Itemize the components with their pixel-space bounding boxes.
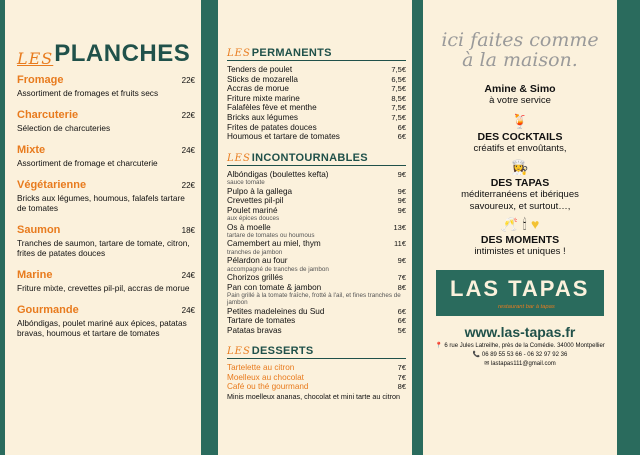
item-name: Chorizos grillés [227, 272, 283, 282]
planche-price: 22€ [181, 181, 195, 190]
planche-name: Gourmande [17, 304, 79, 316]
item-price: 7€ [397, 372, 406, 382]
menu-row [227, 75, 406, 85]
menu-row [227, 273, 406, 283]
planche-item [17, 179, 195, 213]
permanents-list [227, 65, 406, 142]
menu-row [227, 113, 406, 123]
logo: LAS TAPAS restaurant bar à tapas [436, 270, 604, 316]
planches-list [17, 74, 195, 338]
item-price: 7,5€ [391, 65, 406, 74]
desserts-list [227, 363, 406, 401]
planche-desc: Sélection de charcuteries [17, 123, 111, 133]
item-name: Moelleux au chocolat [227, 372, 304, 382]
item-price: 9€ [397, 196, 406, 206]
desserts-title: LES DESSERTS [227, 345, 406, 359]
panel-planches [5, 0, 201, 455]
item-price: 11€ [394, 239, 406, 249]
cocktail-icon: 🍹 [511, 113, 529, 129]
item-name: Frites de patates douces [227, 122, 317, 132]
item-name: Pulpo à la gallega [227, 186, 293, 196]
cocktails-desc: créatifs et envoûtants, [473, 143, 567, 154]
item-name: Bricks aux légumes [227, 112, 298, 122]
slogan: ici faites comme à la maison. [441, 29, 599, 71]
planche-desc: Albóndigas, poulet mariné aux épices, patatas bravas, houmous et tartare de tomates [17, 318, 187, 338]
planches-title [17, 36, 195, 68]
service-text: à votre service [489, 95, 551, 106]
item-price: 6€ [397, 316, 406, 326]
item-price: 8,5€ [391, 93, 406, 103]
heart-icon: ♥ [531, 216, 540, 232]
item-subtext: sauce tomate [227, 179, 265, 187]
tapas-heading: DES TAPAS [490, 177, 550, 189]
item-price: 8€ [397, 282, 406, 292]
planche-price: 18€ [181, 226, 195, 235]
item-price: 7,5€ [391, 112, 406, 122]
item-price: 13€ [393, 222, 406, 232]
item-subtext: Pain grillé à la tomate fraîche, frotté à l'ail, et fines tranches de jambon [227, 292, 401, 307]
phone-icon: 📞 [472, 352, 481, 358]
menu-row [227, 103, 406, 113]
item-name: Os à moelle [227, 222, 271, 232]
permanents-title: LES PERMANENTS [227, 47, 406, 61]
planche-price: 24€ [181, 271, 195, 280]
tapas-desc-2: savoureux, et surtout…, [469, 201, 571, 212]
item-subtext: accompagné de tranches de jambon [227, 265, 329, 273]
item-price: 7€ [397, 363, 406, 373]
planche-name: Mixte [17, 144, 46, 156]
planche-price: 24€ [181, 146, 195, 155]
planche-name: Végétarienne [17, 179, 87, 191]
item-name: Sticks de mozarella [227, 74, 298, 84]
item-name: Falafèles fève et menthe [227, 103, 317, 113]
planche-desc: Friture mixte, crevettes pil-pil, accras de morue [17, 283, 190, 293]
planche-desc: Assortiment de fromage et charcuterie [17, 158, 158, 168]
planche-name: Charcuterie [17, 109, 79, 121]
item-price: 7€ [397, 272, 406, 282]
item-name: Patatas bravas [227, 325, 282, 335]
tapas-desc-1: méditerranéens et ibériques [461, 189, 579, 200]
menu-row [227, 382, 406, 392]
planche-name: Saumon [17, 224, 61, 236]
panel-promo [423, 0, 617, 455]
moments-heading: DES MOMENTS [480, 234, 560, 246]
planche-price: 22€ [181, 111, 195, 120]
item-name: Friture mixte marine [227, 93, 300, 103]
item-name: Poulet mariné [227, 205, 278, 215]
item-name: Petites madeleines du Sud [227, 306, 325, 316]
incontournables-list [227, 170, 406, 336]
website-link[interactable]: www.las-tapas.fr [464, 324, 576, 340]
planche-price: 24€ [181, 306, 195, 315]
menu-row [227, 223, 406, 233]
chef-icon: 👩‍🍳 [511, 159, 529, 175]
item-name: Tenders de poulet [227, 65, 293, 74]
item-price: 9€ [397, 169, 406, 179]
planche-item [17, 109, 195, 133]
menu-row [227, 123, 406, 133]
menu-row [227, 283, 406, 293]
menu-row [227, 170, 406, 180]
moments-desc: intimistes et uniques ! [474, 246, 566, 257]
location-icon: 📍 [435, 343, 443, 349]
menu-row [227, 316, 406, 326]
planche-desc: Assortiment de fromages et fruits secs [17, 88, 159, 98]
menu-row [227, 187, 406, 197]
item-subtext: aux épices douces [227, 215, 280, 223]
item-name: Albóndigas (boulettes kefta) [227, 169, 329, 179]
champagne-icon: 🥂 [500, 216, 519, 232]
menu-row [227, 84, 406, 94]
planche-desc: Tranches de saumon, tartare de tomate, citron, frites de patates douces [17, 238, 190, 258]
mail-icon: ✉ [484, 361, 490, 367]
menu-row [227, 363, 406, 373]
item-subtext: tartare de tomates ou houmous [227, 232, 315, 240]
menu-row [227, 307, 406, 317]
item-name: Tartare de tomates [227, 316, 296, 326]
planche-item [17, 74, 195, 98]
item-price: 7,5€ [391, 84, 406, 94]
menu-row [227, 65, 406, 75]
planches-heading: PLANCHES [54, 40, 191, 67]
item-name: Pan con tomate & jambon [227, 282, 322, 292]
planche-item [17, 304, 195, 338]
menu-row [227, 256, 406, 266]
candle-icon: 🕯 [522, 216, 527, 232]
menu-row [227, 239, 406, 249]
item-price: 6€ [397, 122, 406, 132]
planche-desc: Bricks aux légumes, houmous, falafels tartare de tomates [17, 193, 185, 213]
menu-row [227, 94, 406, 104]
planche-item [17, 144, 195, 168]
contact-block: 📍 6 rue Jules Latreilhe, près de la Comédie. 34000 Montpellier 📞 06 89 55 53 66 - 06 32 97 92 36 ✉ lastapas111@gmail.com [435, 343, 605, 367]
item-price: 6,5€ [391, 74, 406, 84]
les-label: LES [17, 49, 54, 68]
item-name: Crevettes pil-pil [227, 196, 284, 206]
planche-name: Marine [17, 269, 53, 281]
planche-item [17, 269, 195, 293]
panel-menu-lists [218, 0, 412, 455]
item-price: 6€ [397, 132, 406, 142]
menu-row [227, 373, 406, 383]
item-price: 8€ [397, 382, 406, 392]
item-name: Café ou thé gourmand [227, 382, 309, 392]
menu-row [227, 196, 406, 206]
item-name: Camembert au miel, thym [227, 239, 321, 249]
menu-row [227, 206, 406, 216]
item-price: 9€ [397, 186, 406, 196]
item-name: Tartelette au citron [227, 363, 295, 373]
planche-name: Fromage [17, 74, 64, 86]
item-price: 9€ [397, 256, 406, 266]
cocktails-heading: DES COCKTAILS [477, 131, 563, 143]
item-name: Pélardon au four [227, 256, 288, 266]
menu-row [227, 326, 406, 336]
item-price: 6€ [397, 306, 406, 316]
planche-price: 22€ [181, 76, 195, 85]
item-subtext: tranches de jambon [227, 248, 283, 256]
menu-row [227, 132, 406, 142]
owners: Amine & Simo [484, 83, 556, 95]
item-subtext: Minis moelleux ananas, chocolat et mini tarte au citron [227, 392, 400, 402]
item-price: 9€ [397, 205, 406, 215]
item-name: Accras de morue [227, 84, 289, 94]
incontournables-title: LES INCONTOURNABLES [227, 152, 406, 166]
item-price: 7,5€ [391, 103, 406, 113]
item-price: 5€ [397, 325, 406, 335]
item-name: Houmous et tartare de tomates [227, 132, 340, 142]
planche-item [17, 224, 195, 258]
